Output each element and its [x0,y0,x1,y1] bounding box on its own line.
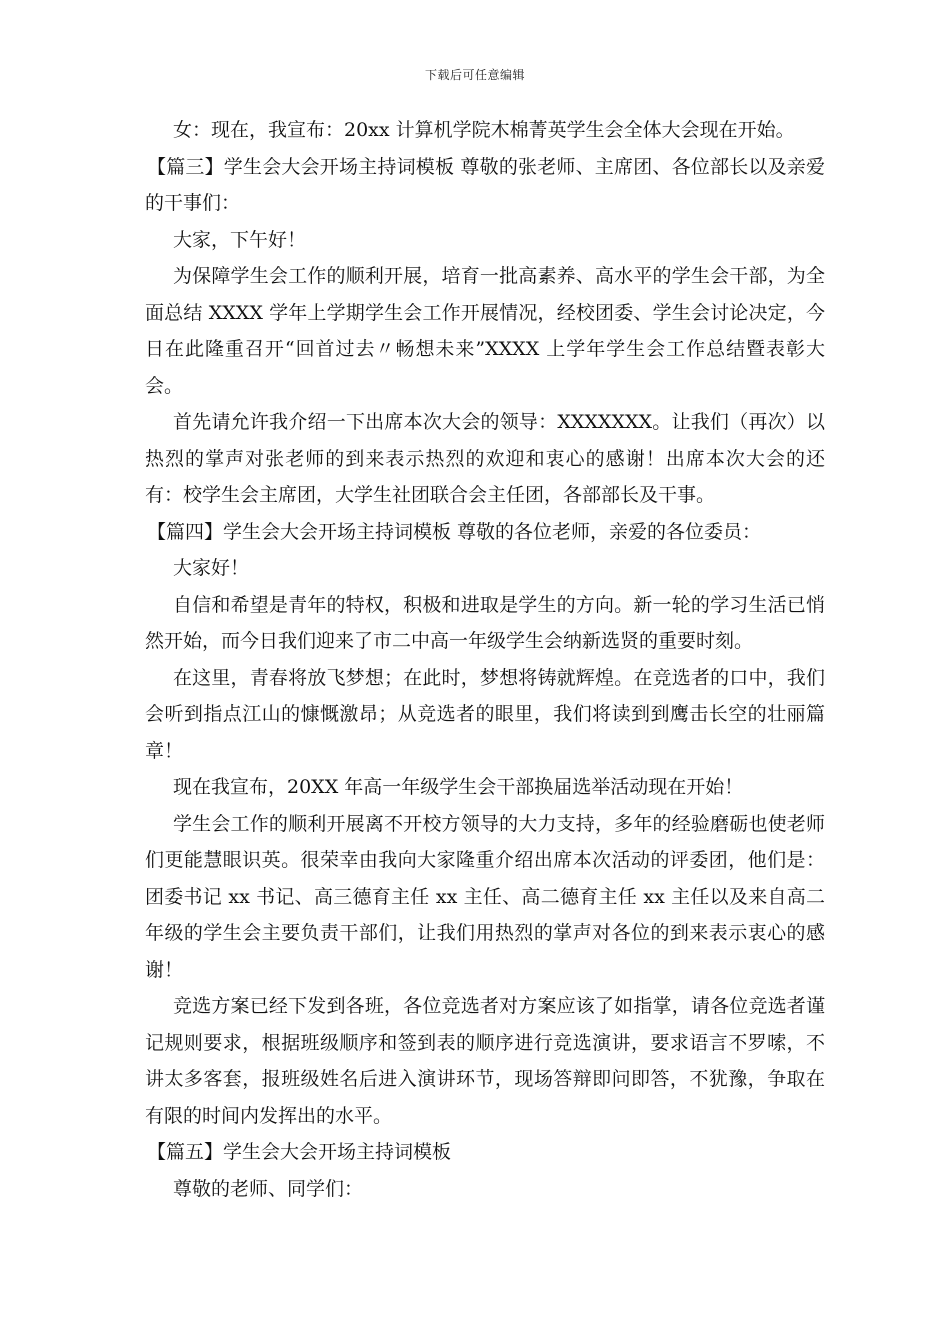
paragraph-judges: 学生会工作的顺利开展离不开校方领导的大力支持，多年的经验磨砺也使老师们更能慧眼识英。很荣幸由我向大家隆重介绍出席本次活动的评委团，他们是：团委书记 xx 书记、高三德育主任 xx 主任、高二德育主任 xx 主任以及来自高二年级的学生会主要负责干部们，让我们用热烈的掌声对各位的到来表示衷心的感谢！ [145,812,825,981]
paragraph-greeting: 大家，下午好！ [173,228,307,251]
paragraph-purpose: 为保障学生会工作的顺利开展，培育一批高素养、高水平的学生会干部，为全面总结 XXXX 学年上学期学生会工作开展情况，经校团委、学生会讨论决定，今日在此隆重召开“回首过去〃畅想未来”XXXX 上学年学生会工作总结暨表彰大会。 [145,265,825,397]
paragraph-dreams: 在这里，青春将放飞梦想；在此时，梦想将铸就辉煌。在竞选者的口中，我们会听到指点江山的慷慨激昂；从竞选者的眼里，我们将读到到鹰击长空的壮丽篇章！ [145,666,825,762]
section-heading-part4: 【篇四】学生会大会开场主持词模板 尊敬的各位老师，亲爱的各位委员： [147,520,762,543]
paragraph-announcement: 女：现在，我宣布：20xx 计算机学院木棉菁英学生会全体大会现在开始。 [173,119,795,141]
paragraph-introduction: 首先请允许我介绍一下出席本次大会的领导：XXXXXXX。让我们（再次）以热烈的掌声对张老师的到来表示热烈的欢迎和衷心的感谢！出席本次大会的还有：校学生会主席团，大学生社团联合会主任团，各部部长及干事。 [145,411,825,506]
paragraph-greeting: 大家好！ [173,557,250,579]
paragraph-salutation: 尊敬的老师、同学们： [173,1177,364,1200]
document-body [145,112,825,1207]
section-heading-part3: 【篇三】学生会大会开场主持词模板 尊敬的张老师、主席团、各位部长以及亲爱的干事们： [145,155,825,214]
section-heading-part5: 【篇五】学生会大会开场主持词模板 [147,1141,452,1163]
paragraph-announcement: 现在我宣布，20XX 年高一年级学生会干部换届选举活动现在开始！ [173,776,744,798]
paragraph-rules: 竞选方案已经下发到各班，各位竞选者对方案应该了如指掌，请各位竞选者谨记规则要求，根据班级顺序和签到表的顺序进行竞选演讲，要求语言不罗嗦，不讲太多客套，报班级姓名后进入演讲环节，现场答辩即问即答，不犹豫，争取在有限的时间内发挥出的水平。 [145,995,825,1127]
paragraph-opening: 自信和希望是青年的特权，积极和进取是学生的方向。新一轮的学习生活已悄然开始，而今日我们迎来了市二中高一年级学生会纳新选贤的重要时刻。 [145,593,825,652]
page-header: 下载后可任意编辑 [424,68,525,82]
